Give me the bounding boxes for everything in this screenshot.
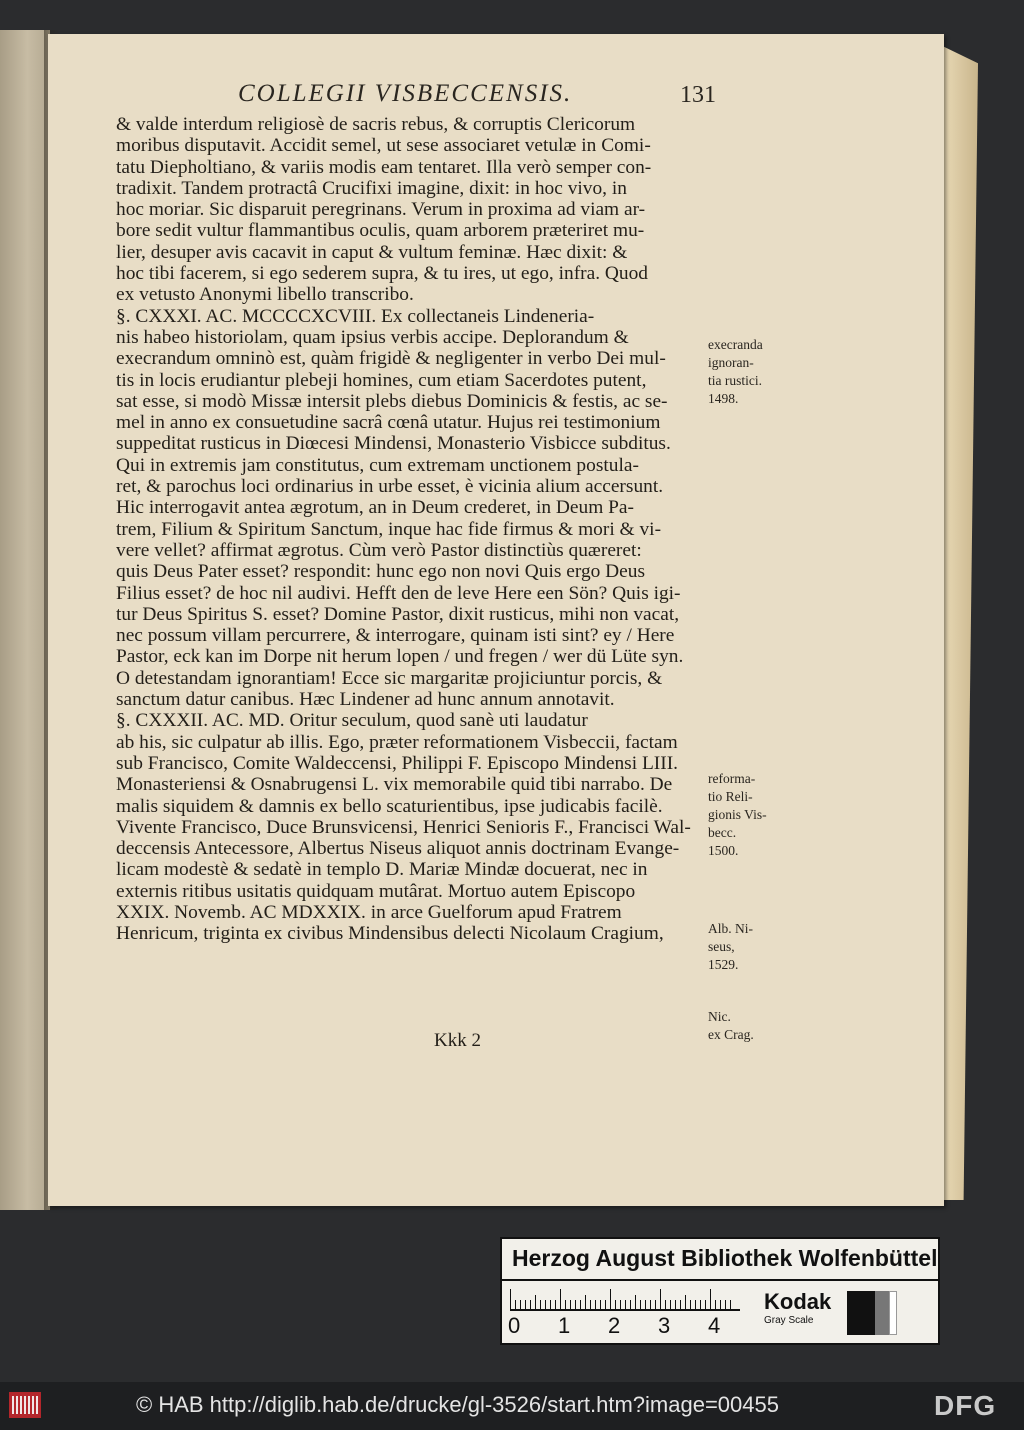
ruler-scale: [510, 1289, 740, 1311]
ruler-tick: [730, 1300, 731, 1309]
text-line: mel in anno ex consuetudine sacrâ cœnâ utatur. Hujus rei testimonium: [116, 412, 661, 434]
text-line: nis habeo historiolam, quam ipsius verbis accipe. Deplorandum &: [116, 326, 629, 348]
text-line: sub Francisco, Comite Waldeccensi, Philippi F. Episcopo Mindensi LIII.: [116, 752, 679, 774]
ruler-tick: [580, 1300, 581, 1309]
ruler-tick: [645, 1300, 646, 1309]
ruler-number: 2: [608, 1313, 621, 1338]
gray-patch-mid: [875, 1291, 889, 1335]
text-line: nec possum villam percurrere, & interrogare, quinam isti sint? ey / Here: [116, 625, 675, 647]
ruler-tick: [675, 1300, 676, 1309]
margin-note-line: execranda: [708, 337, 763, 352]
ruler-tick: [625, 1300, 626, 1309]
text-line: Monasteriensi & Osnabrugensi L. vix memorabile quid tibi narrabo. De: [116, 774, 673, 796]
text-line: tradixit. Tandem protractâ Crucifixi imagine, dixit: in hoc vivo, in: [116, 177, 627, 199]
text-line: Qui in extremis jam constitutus, cum extremam unctionem postula-: [116, 454, 639, 476]
running-head: COLLEGII VISBECCENSIS.: [238, 80, 573, 107]
ruler-number: 1: [558, 1313, 571, 1338]
text-line: §. CXXXII. AC. MD. Oritur seculum, quod sanè uti laudatur: [116, 710, 588, 732]
text-line: ab his, sic culpatur ab illis. Ego, præter reformationem Visbeccii, factam: [116, 731, 678, 753]
text-line: licam modestè & sedatè in templo D. Mariæ Mindæ docuerat, nec in: [116, 859, 648, 881]
ruler-tick: [685, 1295, 686, 1309]
gray-scale-label: Gray Scale: [764, 1315, 814, 1326]
text-line: externis ritibus usitatis quidquam mutârat. Mortuo autem Episcopo: [116, 880, 636, 902]
ruler-tick: [655, 1300, 656, 1309]
margin-note-line: 1529.: [708, 957, 739, 972]
signature-mark: Kkk 2: [434, 1030, 481, 1051]
margin-note-line: 1498.: [708, 391, 739, 406]
previous-page-edge: [0, 30, 50, 1210]
ruler-tick: [630, 1300, 631, 1309]
text-line: Hic interrogavit antea ægrotum, an in Deum crederet, in Deum Pa-: [116, 497, 634, 519]
ruler-tick: [585, 1295, 586, 1309]
text-line: ex vetusto Anonymi libello transcribo.: [116, 284, 414, 306]
ruler-numbers: [508, 1313, 748, 1339]
ruler-number: 0: [508, 1313, 521, 1338]
text-line: vere vellet? affirmat ægrotus. Cùm verò Pastor distinctiùs quæreret:: [116, 539, 642, 561]
ruler-number: 3: [658, 1313, 671, 1338]
dfg-logo: DFG: [934, 1390, 997, 1421]
ruler-tick: [540, 1300, 541, 1309]
ruler-tick: [550, 1300, 551, 1309]
ruler-tick: [700, 1300, 701, 1309]
margin-note-line: reforma-: [708, 771, 756, 786]
text-line: deccensis Antecessore, Albertus Niseus aliquot annis doctrinam Evange-: [116, 838, 680, 860]
ruler-tick: [595, 1300, 596, 1309]
margin-note-line: ex Crag.: [708, 1027, 754, 1042]
ruler-tick: [720, 1300, 721, 1309]
text-line: sat esse, si modò Missæ intersit plebs diebus Dominicis & festis, ac se-: [116, 390, 668, 412]
text-line: tatu Diepholtiano, & variis modis eam tentaret. Illa verò semper con-: [116, 156, 652, 178]
ruler-number: 4: [708, 1313, 721, 1338]
ruler-tick: [715, 1300, 716, 1309]
margin-note-line: Alb. Ni-: [708, 921, 753, 936]
text-line: quis Deus Pater esset? respondit: hunc ego non novi Quis ergo Deus: [116, 561, 646, 583]
ruler-tick: [725, 1300, 726, 1309]
body-text: [116, 114, 706, 945]
ruler-tick: [650, 1300, 651, 1309]
ruler-tick: [530, 1300, 531, 1309]
ruler-tick: [695, 1300, 696, 1309]
text-line: Henricum, triginta ex civibus Mindensibus delecti Nicolaum Cragium,: [116, 923, 664, 945]
margin-note-reformatio: [708, 770, 794, 860]
ruler-tick: [565, 1300, 566, 1309]
ruler-tick: [515, 1300, 516, 1309]
ruler-tick: [560, 1289, 561, 1309]
ruler-tick: [680, 1300, 681, 1309]
margin-note-execranda: [708, 336, 794, 408]
text-line: XXIX. Novemb. AC MDXXIX. in arce Guelforum apud Fratrem: [116, 901, 622, 923]
text-line: bore sedit vultur flammantibus oculis, quam arborem præteriret mu-: [116, 220, 645, 242]
ruler-tick: [610, 1289, 611, 1309]
ruler-tick: [525, 1300, 526, 1309]
margin-note-line: seus,: [708, 939, 735, 954]
ruler-tick: [620, 1300, 621, 1309]
ruler-tick: [690, 1300, 691, 1309]
text-line: moribus disputavit. Accidit semel, ut sese associaret vetulæ in Comi-: [116, 135, 651, 157]
text-line: suppeditat rusticus in Diœcesi Mindensi, Monasterio Visbicce subditus.: [116, 433, 671, 455]
ruler-tick: [710, 1289, 711, 1309]
ruler-tick: [545, 1300, 546, 1309]
margin-note-niseus: [708, 920, 794, 974]
ruler-tick: [535, 1295, 536, 1309]
ruler-tick: [590, 1300, 591, 1309]
margin-note-line: becc.: [708, 825, 737, 840]
hab-library-icon: [8, 1390, 42, 1420]
page-number: 131: [680, 82, 716, 108]
ruler-tick: [660, 1289, 661, 1309]
text-line: & valde interdum religiosè de sacris rebus, & corruptis Clericorum: [116, 114, 636, 135]
library-name: Herzog August Bibliothek Wolfenbüttel: [512, 1245, 938, 1271]
text-line: tis in locis erudiantur plebeji homines, cum etiam Sacerdotes putent,: [116, 369, 647, 391]
text-line: trem, Filium & Spiritum Sanctum, inque hac fide firmus & mori & vi-: [116, 518, 662, 540]
ruler-tick: [705, 1300, 706, 1309]
ruler-tick: [510, 1289, 511, 1309]
margin-note-line: ignoran-: [708, 355, 754, 370]
text-line: Vivente Francisco, Duce Brunsvicensi, Henrici Senioris F., Francisci Wal-: [116, 816, 691, 838]
footer-url[interactable]: © HAB http://diglib.hab.de/drucke/gl-3526/start.htm?image=00455: [136, 1392, 779, 1417]
ruler-tick: [600, 1300, 601, 1309]
ruler-tick: [575, 1300, 576, 1309]
label-divider: [502, 1279, 938, 1281]
text-line: O detestandam ignorantiam! Ecce sic margaritæ projiciuntur porcis, &: [116, 667, 663, 689]
text-line: tur Deus Spiritus S. esset? Domine Pastor, dixit rusticus, mihi non vacat,: [116, 603, 680, 625]
text-line: Filius esset? de hoc nil audivi. Hefft den de leve Here een Sön? Quis igi-: [116, 582, 681, 604]
margin-note-cragius: [708, 1008, 794, 1044]
ruler-tick: [615, 1300, 616, 1309]
margin-note-line: tia rustici.: [708, 373, 762, 388]
kodak-logo: Kodak: [764, 1289, 832, 1314]
text-line: malis siquidem & damnis ex bello scaturientibus, ipse judicabis facilè.: [116, 795, 663, 817]
ruler-tick: [605, 1300, 606, 1309]
ruler-tick: [555, 1300, 556, 1309]
text-line: hoc tibi facerem, si ego sederem supra, & tu ires, ut ego, infra. Quod: [116, 263, 649, 285]
text-line: §. CXXXI. AC. MCCCCXCVIII. Ex collectaneis Lindeneria-: [116, 305, 595, 327]
text-line: Pastor, eck kan im Dorpe nit herum lopen / und fregen / wer dü Lüte syn.: [116, 646, 684, 668]
ruler-tick: [670, 1300, 671, 1309]
ruler-tick: [570, 1300, 571, 1309]
footer-bar: [0, 1382, 1024, 1430]
margin-note-line: Nic.: [708, 1009, 731, 1024]
ruler-tick: [520, 1300, 521, 1309]
text-line: sanctum datur canibus. Hæc Lindener ad hunc annum annotavit.: [116, 689, 615, 711]
text-line: lier, desuper avis cacavit in caput & vultum feminæ. Hæc dixit: &: [116, 241, 628, 263]
ruler-tick: [640, 1300, 641, 1309]
text-line: ret, & parochus loci ordinarius in urbe esset, è vicinia alium accersunt.: [116, 476, 664, 498]
text-line: hoc moriar. Sic disparuit peregrinans. Verum in proxima ad viam ar-: [116, 199, 646, 221]
ruler-tick: [635, 1295, 636, 1309]
margin-note-line: 1500.: [708, 843, 739, 858]
text-line: execrandum omninò est, quàm frigidè & negligenter in verbo Dei mul-: [116, 348, 666, 370]
margin-note-line: tio Reli-: [708, 789, 753, 804]
margin-note-line: gionis Vis-: [708, 807, 767, 822]
library-label: [500, 1237, 940, 1345]
gray-patch-black: [847, 1291, 875, 1335]
gray-patch-white: [889, 1291, 897, 1335]
ruler-tick: [665, 1300, 666, 1309]
